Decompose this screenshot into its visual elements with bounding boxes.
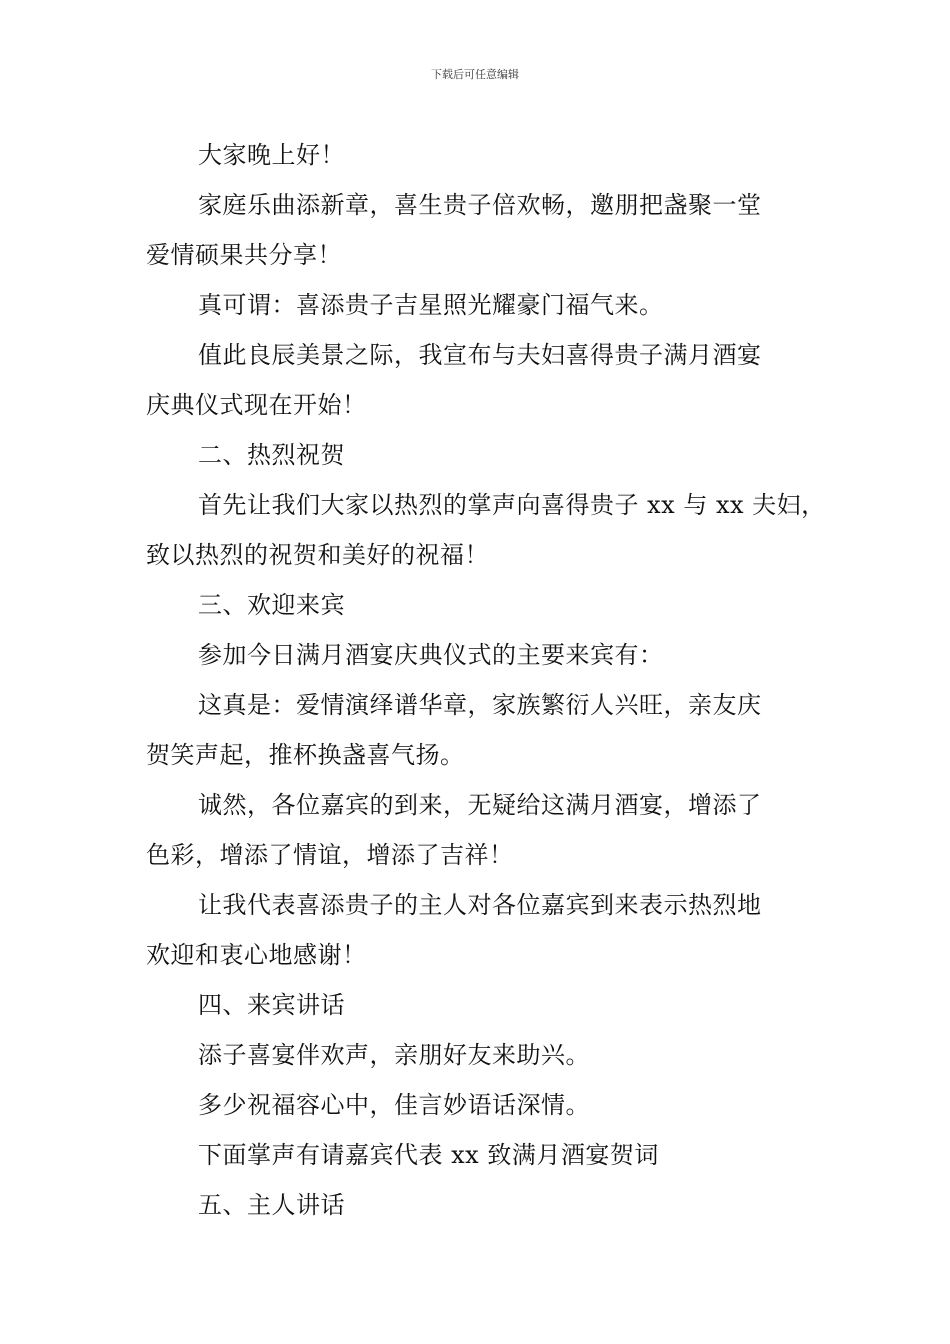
paragraph-line: 大家晚上好！ — [198, 141, 345, 169]
paragraph-line: 庆典仪式现在开始！ — [146, 391, 367, 419]
section-heading: 三、欢迎来宾 — [198, 591, 345, 619]
paragraph-line: 致以热烈的祝贺和美好的祝福！ — [146, 541, 489, 569]
header-note: 下载后可任意编辑 — [431, 68, 519, 81]
paragraph-line: 多少祝福容心中，佳言妙语话深情。 — [198, 1091, 590, 1119]
paragraph-line: 参加今日满月酒宴庆典仪式的主要来宾有： — [198, 641, 664, 669]
paragraph-line: 这真是：爱情演绎谱华章，家族繁衍人兴旺，亲友庆 — [198, 691, 762, 719]
paragraph-line: 家庭乐曲添新章，喜生贵子倍欢畅，邀朋把盏聚一堂 — [198, 191, 762, 219]
paragraph-line: 爱情硕果共分享！ — [146, 241, 342, 269]
section-heading: 四、来宾讲话 — [198, 991, 345, 1019]
paragraph-line: 诚然，各位嘉宾的到来，无疑给这满月酒宴，增添了 — [198, 791, 762, 819]
paragraph-line: 首先让我们大家以热烈的掌声向喜得贵子 xx 与 xx 夫妇， — [198, 491, 826, 519]
paragraph-line: 真可谓：喜添贵子吉星照光耀豪门福气来。 — [198, 291, 664, 319]
document-body — [146, 130, 826, 1230]
paragraph-line: 贺笑声起，推杯换盏喜气扬。 — [146, 741, 465, 769]
paragraph-line: 值此良辰美景之际，我宣布与夫妇喜得贵子满月酒宴 — [198, 341, 762, 369]
section-heading: 二、热烈祝贺 — [198, 441, 345, 469]
paragraph-line: 欢迎和衷心地感谢！ — [146, 941, 367, 969]
paragraph-line: 色彩，增添了情谊，增添了吉祥！ — [146, 841, 514, 869]
paragraph-line: 下面掌声有请嘉宾代表 xx 致满月酒宴贺词 — [198, 1141, 659, 1169]
section-heading: 五、主人讲话 — [198, 1191, 345, 1219]
paragraph-line: 添子喜宴伴欢声，亲朋好友来助兴。 — [198, 1041, 590, 1069]
paragraph-line: 让我代表喜添贵子的主人对各位嘉宾到来表示热烈地 — [198, 891, 762, 919]
